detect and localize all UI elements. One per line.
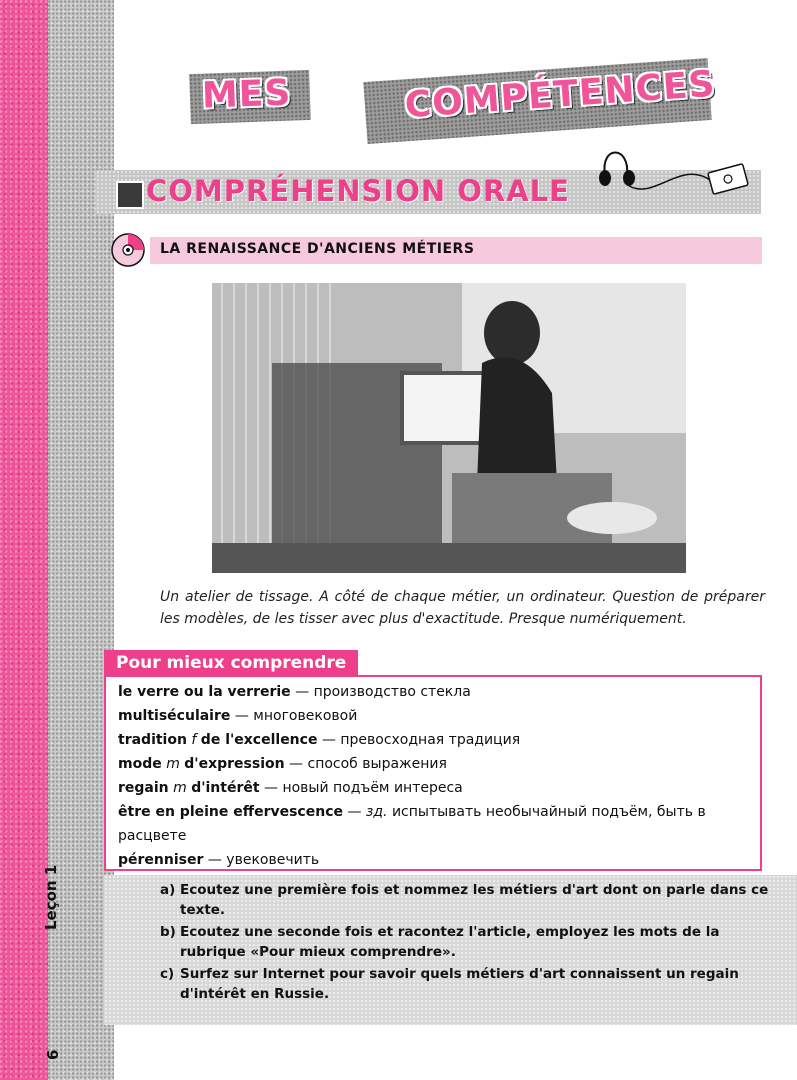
- vocab-term-continued: de l'excellence: [200, 732, 318, 748]
- vocab-term: tradition: [118, 732, 187, 748]
- vocab-gender: m: [173, 780, 187, 796]
- weaving-workshop-photo: [212, 283, 686, 573]
- vocab-sep: —: [343, 804, 366, 820]
- vocab-item: [118, 848, 758, 872]
- vocab-sep: —: [290, 684, 314, 700]
- vocab-translation: производство стекла: [313, 684, 471, 700]
- task-marker: b): [160, 924, 176, 940]
- vocab-item: [118, 800, 758, 848]
- vocab-term: regain: [118, 780, 169, 796]
- vocab-translation: превосходная традиция: [340, 732, 521, 748]
- subsection-title: LA RENAISSANCE D'ANCIENS MÉTIERS: [160, 241, 475, 257]
- lesson-label: Leçon 1: [42, 864, 60, 930]
- task-marker: a): [160, 882, 176, 898]
- banner-mes-text: MES: [201, 72, 292, 117]
- vocab-translation: способ выражения: [307, 756, 447, 772]
- vocab-gender: f: [191, 732, 197, 748]
- headphones-icon: [585, 140, 755, 200]
- vocab-item: [118, 680, 758, 704]
- banner-competences-text: COMPÉTENCES: [403, 63, 717, 127]
- vocab-abbr: зд.: [365, 804, 388, 820]
- banner-mes: [189, 70, 311, 124]
- task-list: [160, 880, 780, 1006]
- task-item: [160, 964, 780, 1004]
- vocab-sep: —: [317, 732, 341, 748]
- task-item: [160, 880, 780, 920]
- vocab-term: multiséculaire: [118, 708, 231, 724]
- vocab-term-continued: d'expression: [184, 756, 285, 772]
- vocab-sep: —: [284, 756, 308, 772]
- vocab-translation: испытывать необычайный подъём, быть в расцвете: [118, 804, 706, 844]
- section-square-icon: [116, 181, 144, 209]
- vocab-list: [118, 680, 758, 872]
- vocab-term: pérenniser: [118, 852, 204, 868]
- vocab-sep: —: [203, 852, 227, 868]
- vocab-term: être en pleine effervescence: [118, 804, 343, 820]
- vocab-item: [118, 776, 758, 800]
- vocab-item: [118, 704, 758, 728]
- task-item: [160, 922, 780, 962]
- vocab-term-continued: d'intérêt: [191, 780, 260, 796]
- vocab-translation: новый подъём интереса: [282, 780, 463, 796]
- task-text: Ecoutez une première fois et nommez les métiers d'art dont on parle dans ce texte.: [180, 882, 769, 918]
- banner-competences: [363, 58, 717, 144]
- task-marker: c): [160, 966, 175, 982]
- vocab-item: [118, 752, 758, 776]
- vocab-sep: —: [230, 708, 254, 724]
- task-text: Ecoutez une seconde fois et racontez l'article, employez les mots de la rubrique «Pour mieux comprendre».: [180, 924, 720, 960]
- section-title: COMPRÉHENSION ORALE: [146, 174, 570, 208]
- task-text: Surfez sur Internet pour savoir quels métiers d'art connaissent un regain d'intérêt en Russie.: [180, 966, 739, 1002]
- vocab-term: le verre ou la verrerie: [118, 684, 291, 700]
- vocab-term: mode: [118, 756, 162, 772]
- vocab-translation: увековечить: [226, 852, 320, 868]
- vocab-sep: —: [259, 780, 283, 796]
- vocab-translation: многовековой: [253, 708, 358, 724]
- photo-caption: Un atelier de tissage. A côté de chaque métier, un ordinateur. Question de préparer les modèles, de les tisser avec plus d'exactitude. Presque numériquement.: [160, 589, 765, 627]
- vocab-gender: m: [166, 756, 180, 772]
- left-pink-margin: [0, 0, 48, 1080]
- weaving-photo-drawing: [212, 283, 686, 573]
- vocab-heading: Pour mieux comprendre: [104, 650, 358, 676]
- cd-icon: [110, 232, 146, 268]
- vocab-item: [118, 728, 758, 752]
- page-number: 6: [44, 1049, 62, 1060]
